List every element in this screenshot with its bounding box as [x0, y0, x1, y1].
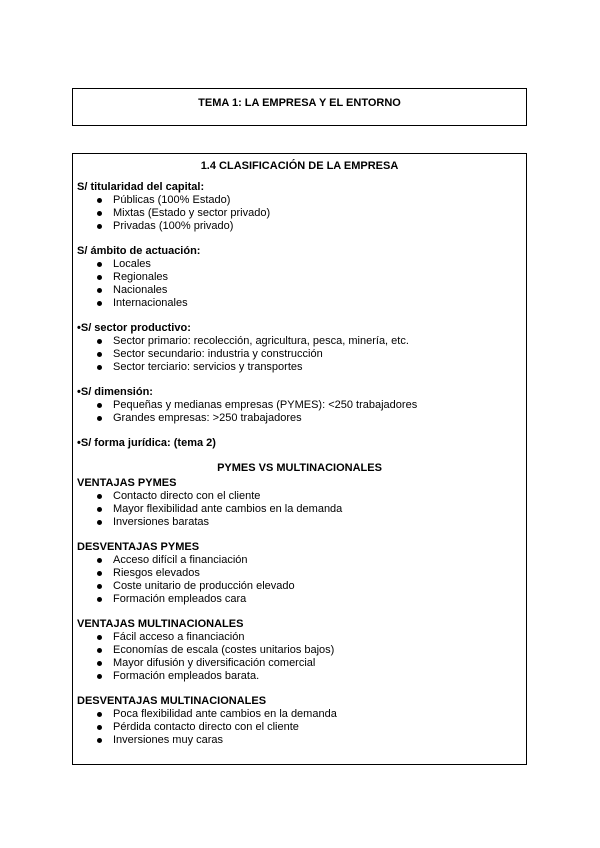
- section-sector: [77, 322, 522, 374]
- list-item: Locales: [77, 258, 522, 271]
- section-titularidad: [77, 181, 522, 233]
- bullet-list: [77, 490, 522, 529]
- section-forma-juridica: [77, 437, 522, 450]
- list-item: Sector primario: recolección, agricultura, pesca, minería, etc.: [77, 335, 522, 348]
- list-item: Inversiones baratas: [77, 516, 522, 529]
- bullet-list: [77, 335, 522, 374]
- list-item: Públicas (100% Estado): [77, 194, 522, 207]
- list-item: Mayor flexibilidad ante cambios en la demanda: [77, 503, 522, 516]
- section-title: S/ titularidad del capital:: [77, 181, 205, 193]
- list-item: Nacionales: [77, 284, 522, 297]
- list-item: Riesgos elevados: [77, 567, 522, 580]
- list-item: Economías de escala (costes unitarios bajos): [77, 644, 522, 657]
- list-item: Mixtas (Estado y sector privado): [77, 207, 522, 220]
- section-heading: 1.4 CLASIFICACIÓN DE LA EMPRESA: [200, 160, 399, 172]
- list-item: Acceso difícil a financiación: [77, 554, 522, 567]
- section-title: VENTAJAS PYMES: [77, 477, 177, 489]
- section-title: DESVENTAJAS MULTINACIONALES: [77, 695, 267, 707]
- pymes-vs-multinacionales: [77, 462, 522, 475]
- list-item: Grandes empresas: >250 trabajadores: [77, 412, 522, 425]
- list-item: Formación empleados barata.: [77, 670, 522, 683]
- title-box: [72, 88, 527, 126]
- section-title: •S/ forma jurídica: (tema 2): [77, 437, 216, 449]
- list-item: Contacto directo con el cliente: [77, 490, 522, 503]
- document-title: TEMA 1: LA EMPRESA Y EL ENTORNO: [198, 97, 401, 109]
- section-dimension: [77, 386, 522, 425]
- section-title: VENTAJAS MULTINACIONALES: [77, 618, 244, 630]
- section-title: DESVENTAJAS PYMES: [77, 541, 200, 553]
- section-ventajas-multinacionales: [77, 618, 522, 683]
- list-item: Sector secundario: industria y construcción: [77, 348, 522, 361]
- list-item: Mayor difusión y diversificación comercial: [77, 657, 522, 670]
- list-item: Sector terciario: servicios y transportes: [77, 361, 522, 374]
- list-item: Inversiones muy caras: [77, 734, 522, 747]
- section-desventajas-pymes: [77, 541, 522, 606]
- list-item: Coste unitario de producción elevado: [77, 580, 522, 593]
- section-ambito: [77, 245, 522, 310]
- bullet-list: [77, 399, 522, 425]
- list-item: Internacionales: [77, 297, 522, 310]
- bullet-list: [77, 194, 522, 233]
- list-item: Pérdida contacto directo con el cliente: [77, 721, 522, 734]
- list-item: Formación empleados cara: [77, 593, 522, 606]
- section-title: •S/ dimensión:: [77, 386, 153, 398]
- section-title: •S/ sector productivo:: [77, 322, 191, 334]
- section-ventajas-pymes: [77, 477, 522, 529]
- list-item: Fácil acceso a financiación: [77, 631, 522, 644]
- content-box: [72, 153, 527, 765]
- bullet-list: [77, 631, 522, 683]
- bullet-list: [77, 258, 522, 310]
- list-item: Pequeñas y medianas empresas (PYMES): <250 trabajadores: [77, 399, 522, 412]
- section-title: S/ ámbito de actuación:: [77, 245, 201, 257]
- bullet-list: [77, 708, 522, 747]
- list-item: Poca flexibilidad ante cambios en la demanda: [77, 708, 522, 721]
- bullet-list: [77, 554, 522, 606]
- list-item: Regionales: [77, 271, 522, 284]
- subheading: PYMES VS MULTINACIONALES: [217, 462, 382, 474]
- list-item: Privadas (100% privado): [77, 220, 522, 233]
- section-desventajas-multinacionales: [77, 695, 522, 747]
